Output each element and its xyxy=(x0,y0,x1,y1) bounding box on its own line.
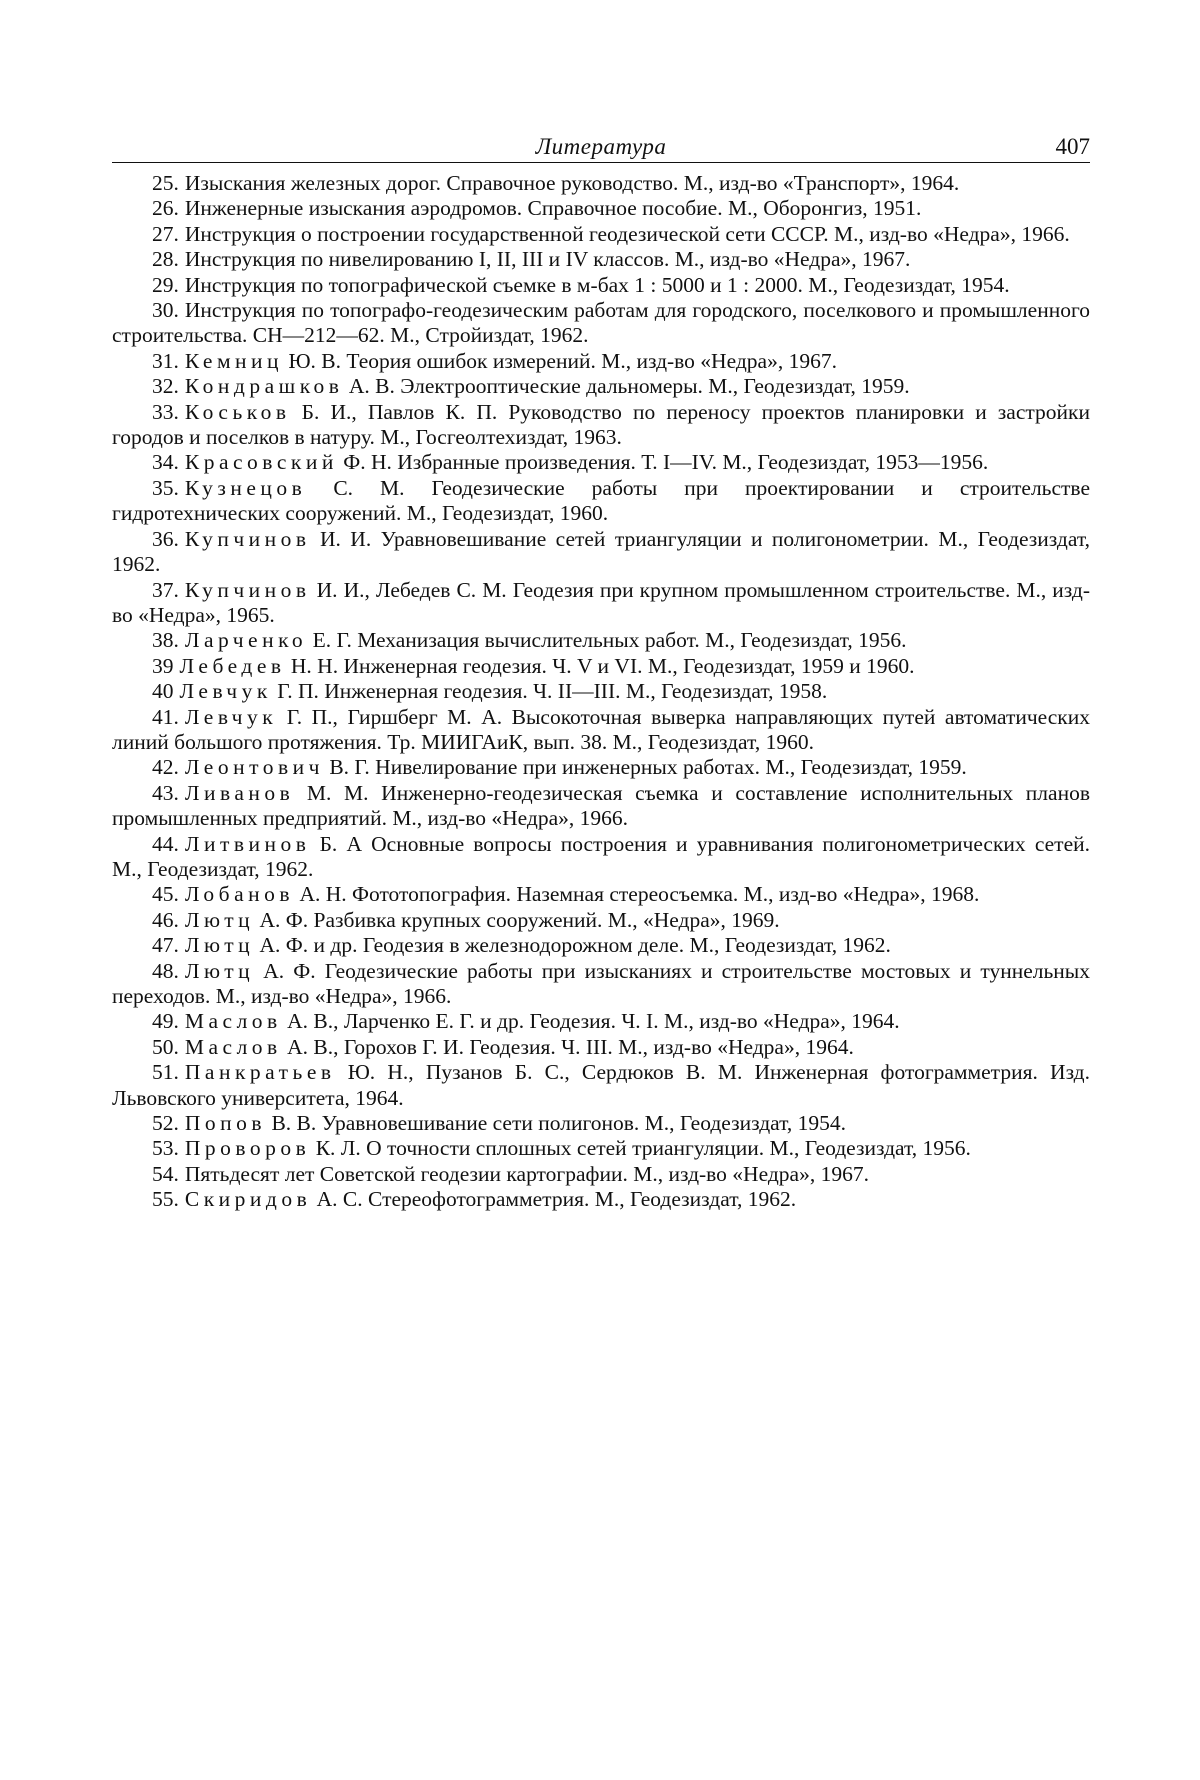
reference-entry xyxy=(112,679,1090,704)
reference-text: Б. А Основные вопросы построения и уравнивания полигонометрических сетей. М., Геодезиздат, 1962. xyxy=(112,831,1090,881)
reference-author: Левчук xyxy=(179,679,272,704)
reference-number: 31. xyxy=(152,348,179,373)
reference-author: Коськов xyxy=(184,399,291,424)
reference-author: Лебедев xyxy=(179,653,286,678)
reference-author: Панкратьев xyxy=(184,1060,336,1085)
reference-entry xyxy=(112,222,1090,247)
reference-entry xyxy=(112,171,1090,196)
reference-text: И. И., Лебедев С. М. Геодезия при крупном промышленном строительстве. М., изд-во «Недра», 1965. xyxy=(112,577,1090,627)
reference-number: 32. xyxy=(152,374,179,399)
reference-number: 25. xyxy=(152,171,179,195)
reference-number: 34. xyxy=(152,450,179,475)
reference-text: Ф. Н. Избранные произведения. Т. I—IV. М., Геодезиздат, 1953—1956. xyxy=(337,450,989,475)
reference-number: 39 xyxy=(152,653,174,678)
reference-entry xyxy=(112,1035,1090,1060)
reference-text: М. М. Инженерно-геодезическая съемка и составление исполнительных планов промышленных предприятий. М., изд-во «Недра», 1966. xyxy=(112,780,1090,831)
reference-entry xyxy=(112,578,1090,629)
reference-number: 33. xyxy=(152,399,179,424)
reference-entry xyxy=(112,1111,1090,1136)
reference-number: 40 xyxy=(152,679,174,704)
reference-number: 41. xyxy=(152,704,179,729)
reference-number: 42. xyxy=(152,755,179,780)
reference-number: 35. xyxy=(152,475,179,500)
page-number: 407 xyxy=(1055,134,1090,159)
reference-entry xyxy=(112,1136,1090,1161)
reference-entry xyxy=(112,476,1090,527)
reference-entry xyxy=(112,400,1090,451)
reference-text: Пятьдесят лет Советской геодезии картографии. М., изд-во «Недра», 1967. xyxy=(184,1161,869,1186)
reference-text: Ю. Н., Пузанов Б. С., Сердюков В. М. Инженерная фотограмметрия. Изд. Львовского университета, 1964. xyxy=(112,1060,1090,1110)
reference-number: 52. xyxy=(152,1111,179,1136)
reference-author: Ливанов xyxy=(184,780,295,805)
running-title: Литература xyxy=(535,134,667,159)
reference-entry xyxy=(112,450,1090,475)
reference-number: 54. xyxy=(152,1161,179,1186)
reference-number: 53. xyxy=(152,1136,179,1161)
reference-text: Инструкция о построении государственной геодезической сети СССР. М., изд-во «Недра», 1966. xyxy=(184,221,1070,246)
header-rule xyxy=(112,162,1090,163)
reference-number: 27. xyxy=(152,221,179,246)
reference-number: 55. xyxy=(152,1187,179,1212)
reference-entry xyxy=(112,527,1090,578)
reference-number: 49. xyxy=(152,1009,179,1034)
reference-entry xyxy=(112,196,1090,221)
reference-entry xyxy=(112,933,1090,958)
reference-entry xyxy=(112,298,1090,349)
reference-number: 38. xyxy=(152,628,179,653)
reference-text: А. Ф. Разбивка крупных сооружений. М., «Недра», 1969. xyxy=(254,907,780,932)
reference-number: 43. xyxy=(152,780,179,805)
reference-text: Инструкция по нивелированию I, II, III и IV классов. М., изд-во «Недра», 1967. xyxy=(184,247,911,272)
reference-entry xyxy=(112,1009,1090,1034)
reference-number: 47. xyxy=(152,933,179,958)
reference-number: 48. xyxy=(152,958,179,983)
reference-author: Попов xyxy=(184,1111,267,1136)
reference-text: Е. Г. Механизация вычислительных работ. М., Геодезиздат, 1956. xyxy=(307,628,907,653)
reference-text: Инженерные изыскания аэродромов. Справочное пособие. М., Оборонгиз, 1951. xyxy=(184,196,922,221)
reference-author: Купчинов xyxy=(184,577,311,602)
reference-entry xyxy=(112,781,1090,832)
reference-text: Б. И., Павлов К. П. Руководство по переносу проектов планировки и застройки городов и поселков в натуру. М., Госгеолтехиздат, 1963. xyxy=(112,399,1090,450)
reference-author: Красовский xyxy=(184,450,338,475)
reference-number: 36. xyxy=(152,526,179,551)
reference-entry xyxy=(112,755,1090,780)
reference-number: 50. xyxy=(152,1034,179,1059)
reference-author: Левчук xyxy=(184,704,278,729)
reference-author: Лобанов xyxy=(184,882,295,907)
reference-number: 26. xyxy=(152,196,179,221)
reference-text: А. Ф. Геодезические работы при изысканиях и строительстве мостовых и туннельных переходов. М., изд-во «Недра», 1966. xyxy=(112,958,1090,1008)
reference-entry xyxy=(112,908,1090,933)
reference-entry xyxy=(112,273,1090,298)
reference-author: Ларченко xyxy=(184,628,308,653)
reference-text: А. В., Ларченко Е. Г. и др. Геодезия. Ч. I. М., изд-во «Недра», 1964. xyxy=(281,1009,900,1034)
reference-entry xyxy=(112,1187,1090,1212)
reference-number: 46. xyxy=(152,907,179,932)
reference-number: 44. xyxy=(152,831,179,856)
reference-author: Купчинов xyxy=(184,526,311,551)
reference-number: 28. xyxy=(152,247,179,272)
reference-text: Г. П., Гиршберг М. А. Высокоточная выверка направляющих путей автоматических линий большого протяжения. Тр. МИИГАиК, вып. 38. М., Геодезиздат, 1960. xyxy=(112,704,1090,754)
reference-list xyxy=(112,171,1090,1213)
reference-author: Лютц xyxy=(184,933,255,958)
reference-text: В. В. Уравновешивание сети полигонов. М., Геодезиздат, 1954. xyxy=(266,1111,847,1136)
reference-author: Леонтович xyxy=(184,755,324,780)
reference-text: А. В., Горохов Г. И. Геодезия. Ч. III. М., изд-во «Недра», 1964. xyxy=(281,1034,854,1059)
reference-number: 45. xyxy=(152,882,179,907)
reference-text: Ю. В. Теория ошибок измерений. М., изд-во «Недра», 1967. xyxy=(283,348,837,373)
reference-author: Кондрашков xyxy=(184,374,344,399)
reference-entry xyxy=(112,628,1090,653)
reference-entry xyxy=(112,959,1090,1010)
reference-entry xyxy=(112,1162,1090,1187)
reference-text: А. Н. Фототопография. Наземная стереосъемка. М., изд-во «Недра», 1968. xyxy=(294,882,980,907)
reference-entry xyxy=(112,832,1090,883)
reference-author: Литвинов xyxy=(184,831,311,856)
reference-number: 30. xyxy=(152,298,179,323)
reference-text: Изыскания железных дорог. Справочное руководство. М., изд-во «Транспорт», 1964. xyxy=(184,171,960,195)
reference-text: В. Г. Нивелирование при инженерных работах. М., Геодезиздат, 1959. xyxy=(323,755,967,780)
reference-text: Инструкция по топографо-геодезическим работам для городского, поселкового и промышленного строительства. СН—212—62. М., Стройиздат, 1962. xyxy=(112,298,1090,348)
reference-entry xyxy=(112,654,1090,679)
reference-entry xyxy=(112,374,1090,399)
reference-author: Кемниц xyxy=(184,348,284,373)
reference-author: Проворов xyxy=(184,1136,311,1161)
reference-text: Н. Н. Инженерная геодезия. Ч. V и VI. М., Геодезиздат, 1959 и 1960. xyxy=(285,653,915,678)
reference-text: С. М. Геодезические работы при проектировании и строительстве гидротехнических сооружений. М., Геодезиздат, 1960. xyxy=(112,475,1090,526)
reference-entry xyxy=(112,247,1090,272)
reference-number: 51. xyxy=(152,1060,179,1085)
reference-author: Кузнецов xyxy=(184,475,307,500)
reference-text: А. Ф. и др. Геодезия в железнодорожном деле. М., Геодезиздат, 1962. xyxy=(254,933,891,958)
reference-author: Маслов xyxy=(184,1009,282,1034)
reference-text: А. С. Стереофотограмметрия. М., Геодезиздат, 1962. xyxy=(311,1187,797,1212)
reference-author: Скиридов xyxy=(184,1187,312,1212)
reference-author: Маслов xyxy=(184,1034,282,1059)
reference-text: А. В. Электрооптические дальномеры. М., Геодезиздат, 1959. xyxy=(343,374,910,399)
reference-author: Лютц xyxy=(184,907,255,932)
reference-number: 29. xyxy=(152,272,179,297)
reference-text: И. И. Уравновешивание сетей триангуляции и полигонометрии. М., Геодезиздат, 1962. xyxy=(112,526,1090,577)
reference-text: Инструкция по топографической съемке в м-бах 1 : 5000 и 1 : 2000. М., Геодезиздат, 1954. xyxy=(184,272,1010,297)
reference-number: 37. xyxy=(152,577,179,602)
reference-entry xyxy=(112,705,1090,756)
book-page xyxy=(112,128,1090,1213)
page-header xyxy=(112,128,1090,162)
reference-entry xyxy=(112,349,1090,374)
reference-entry xyxy=(112,882,1090,907)
reference-entry xyxy=(112,1060,1090,1111)
reference-text: Г. П. Инженерная геодезия. Ч. II—III. М., Геодезиздат, 1958. xyxy=(271,679,828,704)
reference-text: К. Л. О точности сплошных сетей триангуляции. М., Геодезиздат, 1956. xyxy=(310,1136,971,1161)
reference-author: Лютц xyxy=(184,958,255,983)
